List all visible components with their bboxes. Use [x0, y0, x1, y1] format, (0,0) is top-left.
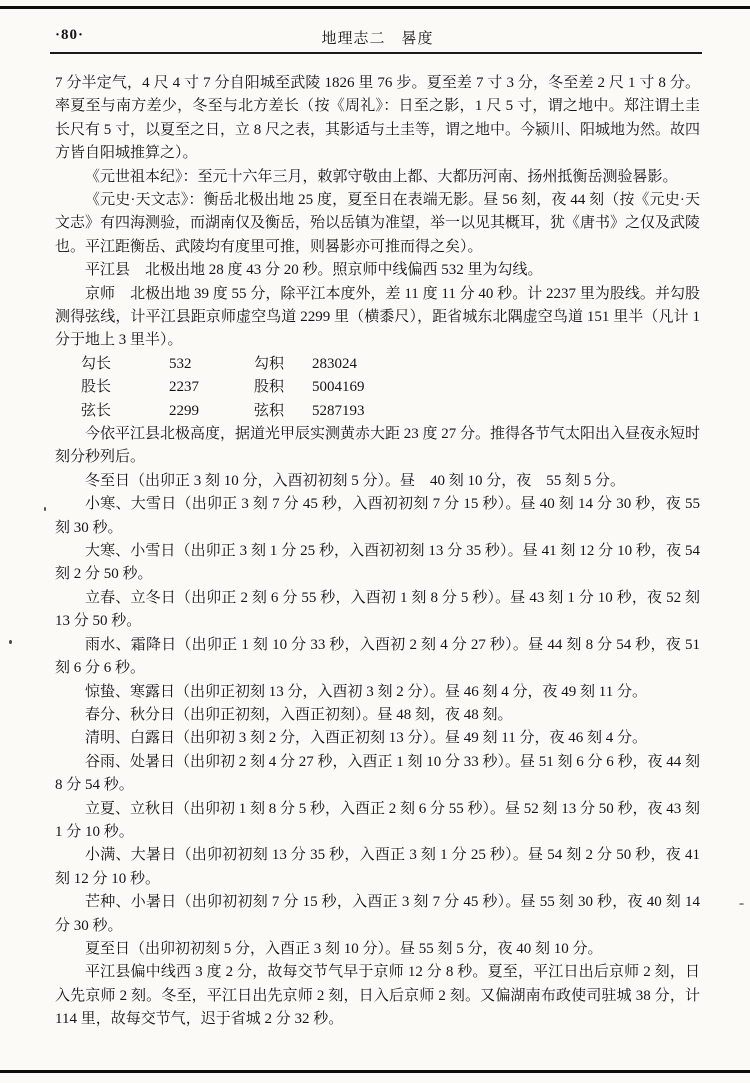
solar-term-entry: 立夏、立秋日（出卯初 1 刻 8 分 5 秒，入酉正 2 刻 6 分 55 秒）。昼 52 刻 13 分 50 秒，夜 43 刻 1 分 10 秒。	[55, 800, 701, 840]
table-cell-value: 5287193	[312, 402, 365, 419]
running-header	[55, 27, 700, 49]
paragraph-meridian-offset: 平江县偏中线西 3 度 2 分，故每交节气早于京师 12 分 8 秒。夏至，平江日出后京师 2 刻，日入先京师 2 刻。冬至，平江日出先京师 2 刻，日入后京师 2 刻。又偏湖南布政使司驻城 38 分，计 114 里，故每交节气，迟于省城 2 分 32 秒。	[55, 964, 700, 1028]
paragraph-yuanshi-tianwenzhi: 《元史·天文志》：衡岳北极出地 25 度，夏至日在表端无影。昼 56 刻，夜 44 刻（按《元史·天文志》有四海测验，而湖南仅及衡岳，殆以岳镇为准望，举一以见其概耳，犹《唐书》之仅及武陵也。平江距衡岳、武陵均有度里可推，则晷影亦可推而得之矣）。	[55, 192, 701, 255]
solar-term-entry: 清明、白露日（出卯初 3 刻 2 分，入酉正初刻 13 分）。昼 49 刻 11 分，夜 46 刻 4 分。	[85, 730, 647, 747]
table-cell-value: 2237	[169, 379, 199, 396]
scan-speck	[44, 507, 46, 511]
paragraph-intro-solar-terms: 今依平江县北极高度，据道光甲辰实测黄赤大距 23 度 27 分。推得各节气太阳出入昼夜永短时刻分秒列后。	[55, 426, 701, 466]
solar-term-entry: 谷雨、处暑日（出卯初 2 刻 4 分 27 秒，入酉正 1 刻 10 分 33 秒）。昼 51 刻 6 分 6 秒，夜 44 刻 8 分 54 秒。	[55, 753, 701, 794]
solar-term-entry: 夏至日（出卯初初刻 5 分，入酉正 3 刻 10 分）。昼 55 刻 5 分，夜 40 刻 10 分。	[85, 940, 603, 957]
header-rule	[50, 52, 702, 54]
solar-term-entry: 冬至日（出卯正 3 刻 10 分，入酉初初刻 5 分）。昼 40 刻 10 分，夜 55 刻 5 分。	[85, 472, 626, 489]
table-cell-value: 5004169	[312, 379, 365, 396]
paragraph-pingjiang-latitude: 平江县 北极出地 28 度 43 分 20 秒。照京师中线偏西 532 里为勾线。	[85, 262, 543, 279]
solar-term-entry: 春分、秋分日（出卯正初刻，入酉正初刻）。昼 48 刻，夜 48 刻。	[85, 706, 513, 723]
scan-speck	[9, 640, 12, 644]
table-cell-label: 弦长	[81, 402, 112, 419]
table-cell-label: 勾长	[81, 355, 112, 372]
paragraph-continuation: 7 分半定气，4 尺 4 寸 7 分自阳城至武陵 1826 里 76 步。夏至差 7 寸 3 分，冬至差 2 尺 1 寸 8 分。率夏至与南方差少，冬至与北方差长（按《周礼》：日至之影，1 尺 5 寸，谓之地中。郑注谓土圭长尺有 5 寸，以夏至之日，立 8 尺之表，其影适与土圭等，谓之地中。今颍川、阳城地为然。故四方皆自阳城推算之）。	[55, 75, 701, 162]
table-row	[81, 376, 700, 399]
pythagorean-table	[81, 353, 700, 423]
scan-edge-bottom	[0, 1070, 750, 1073]
solar-term-entry: 惊蛰、寒露日（出卯正初刻 13 分，入酉初 3 刻 2 分）。昼 46 刻 4 分，夜 49 刻 11 分。	[85, 683, 647, 700]
scan-speck	[739, 903, 744, 905]
table-cell-value: 532	[169, 355, 192, 372]
solar-term-entry: 大寒、小雪日（出卯正 3 刻 1 分 25 秒，入酉初初刻 13 分 35 秒）。昼 41 刻 12 分 10 秒，夜 54 刻 2 分 50 秒。	[55, 543, 700, 583]
page-title: 地理志二 晷度	[321, 31, 434, 47]
solar-term-entry: 芒种、小暑日（出卯初初刻 7 分 15 秒，入酉正 3 刻 7 分 45 秒）。昼 55 刻 30 秒，夜 40 刻 14 分 30 秒。	[55, 894, 700, 934]
solar-term-entry: 小寒、大雪日（出卯正 3 刻 7 分 45 秒，入酉初初刻 7 分 15 秒）。昼 40 刻 14 分 30 秒，夜 55 刻 30 秒。	[55, 496, 700, 536]
table-cell-label: 弦积	[254, 402, 285, 419]
table-row	[81, 400, 700, 423]
page-number: ·80·	[55, 27, 85, 43]
scan-edge-top	[0, 6, 750, 9]
table-row	[81, 353, 700, 376]
solar-term-entry: 立春、立冬日（出卯正 2 刻 6 分 55 秒，入酉初 1 刻 8 分 5 秒）。昼 43 刻 1 分 10 秒，夜 52 刻 13 分 50 秒。	[55, 589, 700, 630]
page-body	[55, 72, 700, 1032]
paragraph-yuan-shizu: 《元世祖本纪》：至元十六年三月，敕郭守敬由上都、大都历河南、扬州抵衡岳测验晷影。	[85, 168, 678, 185]
table-cell-value: 283024	[312, 355, 357, 372]
table-cell-value: 2299	[169, 402, 199, 419]
table-cell-label: 股积	[254, 379, 285, 396]
solar-term-entry: 雨水、霜降日（出卯正 1 刻 10 分 33 秒，入酉初 2 刻 4 分 27 秒）。昼 44 刻 8 分 54 秒，夜 51 刻 6 分 6 秒。	[55, 636, 700, 677]
paragraph-jingshi-latitude: 京师 北极出地 39 度 55 分，除平江本度外，差 11 度 11 分 40 秒。计 2237 里为股线。并勾股测得弦线，计平江县距京师虚空鸟道 2299 里（横黍尺），距省城东北隅虚空鸟道 151 里半（凡计 1 分于地上 3 里半）。	[55, 285, 700, 349]
table-cell-label: 勾积	[254, 355, 285, 372]
table-cell-label: 股长	[81, 379, 112, 396]
solar-term-entry: 小满、大暑日（出卯初初刻 13 分 35 秒，入酉正 3 刻 1 分 25 秒）。昼 54 刻 2 分 50 秒，夜 41 刻 12 分 10 秒。	[55, 847, 700, 887]
